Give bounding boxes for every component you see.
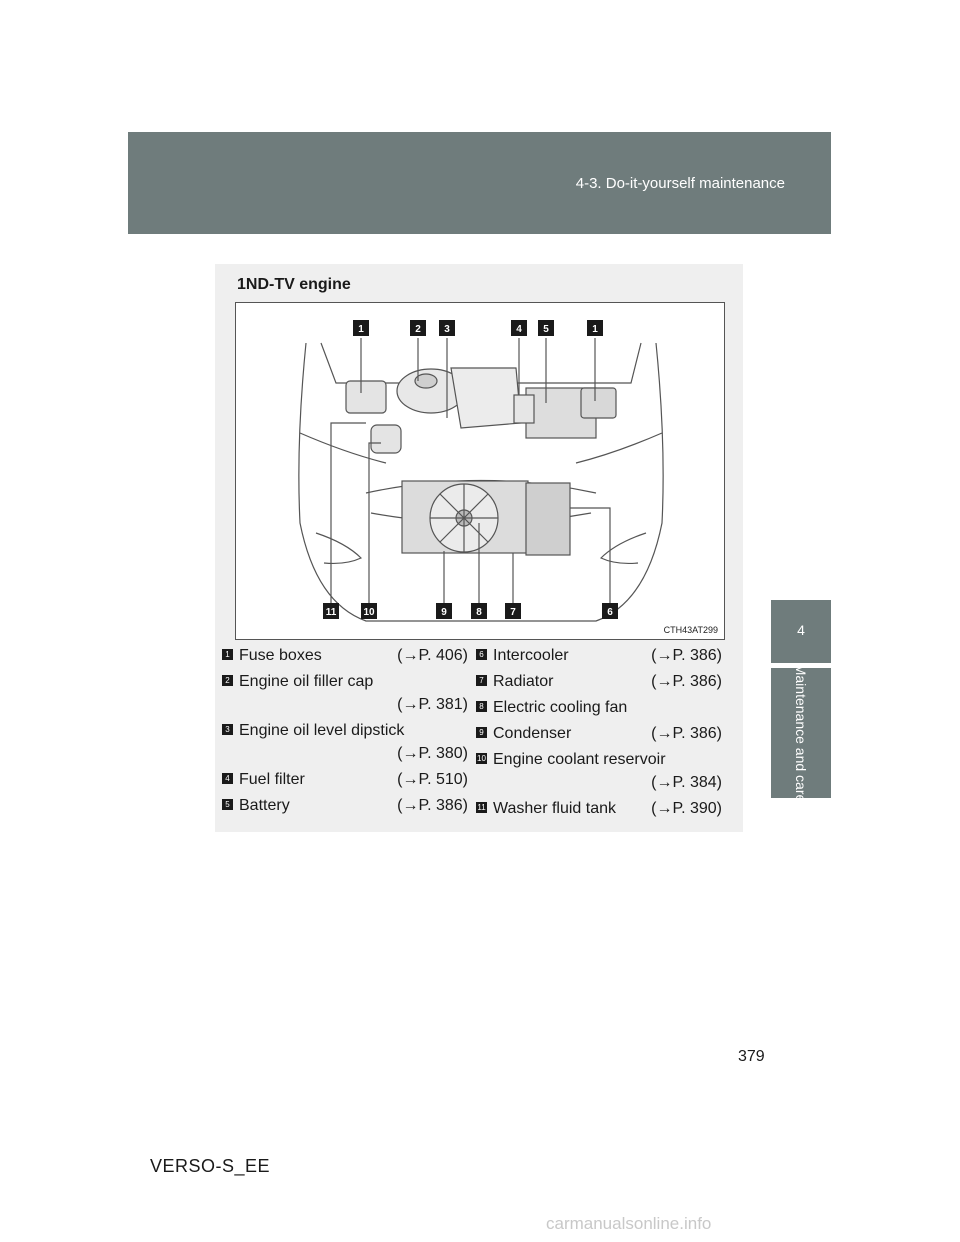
legend-marker: 4: [222, 773, 233, 784]
legend-label: Engine oil level dipstick: [239, 722, 405, 739]
page-reference: (→P. 386): [651, 725, 722, 742]
legend-marker: 7: [476, 675, 487, 686]
callout-marker: 6: [607, 607, 613, 618]
legend-marker: 2: [222, 675, 233, 686]
legend-marker: 9: [476, 727, 487, 738]
watermark: carmanualsonline.info: [546, 1214, 712, 1233]
legend-label: Fuse boxes: [239, 647, 322, 664]
page-reference: (→P. 381): [397, 696, 468, 713]
legend-marker: 1: [222, 649, 233, 660]
legend-item: [476, 696, 722, 719]
legend-label: Radiator: [493, 673, 554, 690]
legend-item: [476, 644, 722, 667]
legend-left: [222, 644, 468, 820]
legend-label: Washer fluid tank: [493, 800, 617, 817]
legend-label: Battery: [239, 797, 290, 814]
callout-marker: 11: [325, 607, 337, 618]
page-reference: (→P. 386): [397, 797, 468, 814]
engine-compartment-drawing: [236, 303, 724, 639]
callout-marker: 7: [510, 607, 516, 618]
page-reference: (→P. 386): [651, 647, 722, 664]
page-reference: (→P. 510): [397, 771, 468, 788]
legend-marker: 6: [476, 649, 487, 660]
engine-illustration: [235, 302, 725, 640]
chapter-tab-label: Maintenance and care: [793, 663, 809, 803]
legend-marker: 8: [476, 701, 487, 712]
callout-marker: 9: [441, 607, 447, 618]
legend-label: Condenser: [493, 725, 572, 742]
callout-marker: 5: [543, 324, 549, 335]
legend-marker: 11: [477, 803, 486, 813]
engine-compartment-panel: [215, 264, 743, 832]
legend-item: [222, 794, 468, 817]
page-reference: (→P. 390): [651, 800, 722, 817]
legend-label: Engine coolant reservoir: [493, 751, 666, 768]
figure-code: CTH43AT299: [663, 625, 718, 635]
legend-label: Intercooler: [493, 647, 569, 664]
callout-marker: 4: [516, 324, 522, 335]
section-title: 4-3. Do-it-yourself maintenance: [575, 175, 785, 192]
legend-label: Engine oil filler cap: [239, 673, 374, 690]
header-band: [128, 132, 831, 234]
legend-label: Electric cooling fan: [493, 699, 628, 716]
legend-marker: 3: [222, 724, 233, 735]
chapter-tab-number: 4: [771, 600, 831, 663]
footer-code: VERSO-S_EE: [150, 1156, 271, 1176]
panel-title: 1ND-TV engine: [237, 276, 351, 293]
legend-marker: 10: [477, 754, 486, 764]
legend-item: [476, 722, 722, 745]
legend-marker: 5: [222, 799, 233, 810]
legend-item: [222, 768, 468, 791]
legend-item: [476, 670, 722, 693]
legend-item: [222, 644, 468, 667]
legend-label: Fuel filter: [239, 771, 305, 788]
callout-marker: 10: [363, 607, 375, 618]
page-number: 379: [738, 1048, 765, 1065]
callout-marker: 1: [358, 324, 364, 335]
callout-marker: 3: [444, 324, 450, 335]
page-reference: (→P. 406): [397, 647, 468, 664]
legend-item: [476, 797, 722, 820]
page-reference: (→P. 386): [651, 673, 722, 690]
callout-marker: 2: [415, 324, 421, 335]
callout-marker: 8: [476, 607, 482, 618]
legend-item: [476, 748, 722, 794]
legend-right: [476, 644, 722, 823]
callout-marker: 1: [592, 324, 598, 335]
legend-item: [222, 719, 468, 765]
legend-item: [222, 670, 468, 716]
page-reference: (→P. 384): [651, 774, 722, 791]
page-reference: (→P. 380): [397, 745, 468, 762]
chapter-tab: [771, 663, 831, 803]
